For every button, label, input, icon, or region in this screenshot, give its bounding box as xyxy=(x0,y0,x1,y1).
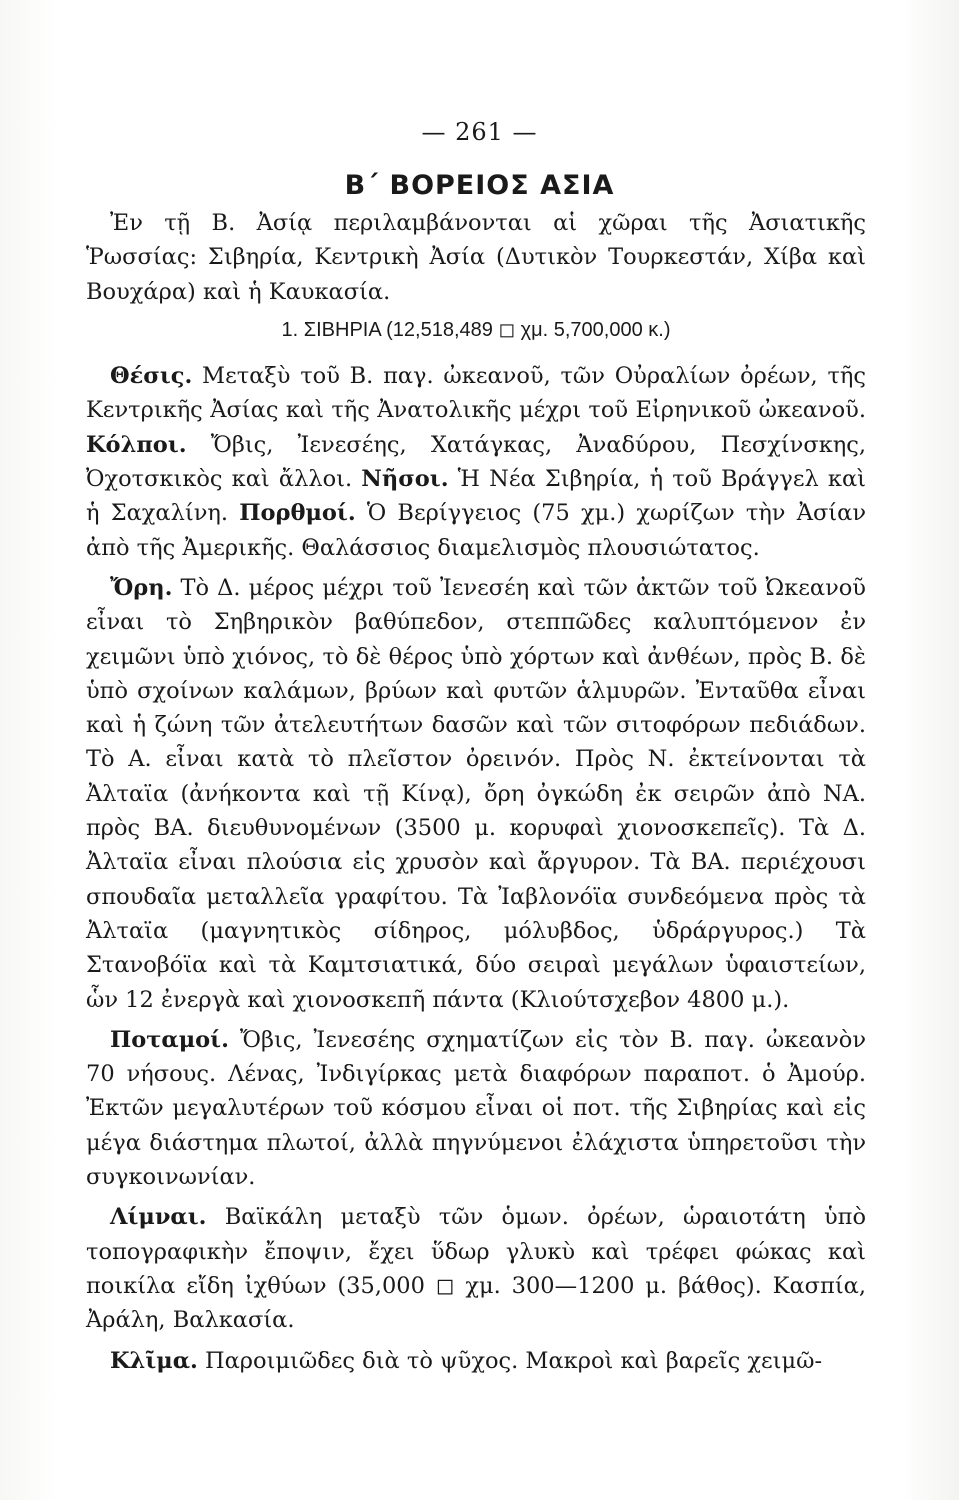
keyword-islands: Νῆσοι. xyxy=(361,466,449,493)
text-gulfs: Ὄβις, Ἰενεσέης, Χατάγκας, Ἀναδύρου, Πεσχίνσκης, Ὀχοτσκικὸς καὶ ἄλλοι. xyxy=(86,431,866,493)
text-rivers: Ὄβις, Ἰενεσέης σχηματίζων εἰς τὸν Β. παγ. ὠκεανὸν 70 νήσους. Λένας, Ἰνδιγίρκας μετὰ διαφόρων παραποτ. ὁ Ἀμούρ. Ἐκτῶν μεγαλυτέρων τοῦ κόσμου εἶναι οἱ ποτ. τῆς Σιβηρίας καὶ εἰς μέγα διάστημα πλωτοί, ἀλλὰ πηγνύμενοι ἐλάχιστα ὑπηρετοῦσι τὴν συγκοινωνίαν. xyxy=(86,1026,866,1191)
keyword-position: Θέσις. xyxy=(110,363,193,390)
paragraph-climate xyxy=(86,1344,866,1378)
text-mountains: Τὸ Δ. μέρος μέχρι τοῦ Ἰενεσέη καὶ τῶν ἀκτῶν τοῦ Ὠκεανοῦ εἶναι τὸ Σηβηρικὸν βαθύπεδον, στεππῶδες καλυπτόμενον ἐν χειμῶνι ὑπὸ χιόνος, τὸ δὲ θέρος ὑπὸ χόρτων καὶ ἀνθέων, πρὸς Β. δὲ ὑπὸ σχοίνων καλάμων, βρύων καὶ φυτῶν ἁλμυρῶν. Ἐνταῦθα εἶναι καὶ ἡ ζώνη τῶν ἀτελευτήτων δασῶν καὶ τῶν σιτοφόρων πεδιάδων. Τὸ Α. εἶναι κατὰ τὸ πλεῖστον ὀρεινόν. Πρὸς Ν. ἐκτείνονται τὰ Ἀλταϊα (ἀνήκοντα καὶ τῇ Κίνᾳ), ὄρη ὀγκώδη ἐκ σειρῶν ἀπὸ ΝΑ. πρὸς ΒΑ. διευθυνομένων (3500 μ. κορυφαὶ χιονοσκεπεῖς). Τὰ Δ. Ἀλταϊα εἶναι πλούσια εἰς χρυσὸν καὶ ἄργυρον. Τὰ ΒΑ. περιέχουσι σπουδαῖα μεταλλεῖα γραφίτου. Τὰ Ἰαβλονόϊα συνδεόμενα πρὸς τὰ Ἀλταϊα (μαγνητικὸς σίδηρος, μόλυβδος, ὑδράργυρος.) Τὰ Στανοβόϊα καὶ τὰ Καμτσιατικά, δύο σειραὶ μεγάλων ὑφαιστείων, ὧν 12 ἐνεργὰ καὶ χιονοσκεπῆ πάντα (Κλιούτσχεβον 4800 μ.). xyxy=(86,574,866,1013)
text-islands: Ἡ Νέα Σιβηρία, ἡ τοῦ Βράγγελ καὶ ἡ Σαχαλίνη. xyxy=(86,466,867,527)
keyword-climate: Κλῖμα. xyxy=(110,1347,198,1374)
keyword-mountains: Ὄρη. xyxy=(110,574,173,601)
keyword-gulfs: Κόλποι. xyxy=(86,431,187,458)
page-number: — 261 — xyxy=(421,118,538,146)
text-position: Μεταξὺ τοῦ Β. παγ. ὠκεανοῦ, τῶν Οὐραλίων ὀρέων, τῆς Κεντρικῆς Ἀσίας καὶ τῆς Ἀνατολικῆς μέχρι τοῦ Εἰρηνικοῦ ὠκεανοῦ. xyxy=(86,363,866,424)
body-text xyxy=(86,206,866,1378)
paragraph-rivers xyxy=(86,1023,866,1194)
keyword-lakes: Λίμναι. xyxy=(110,1204,207,1231)
intro-paragraph: Ἐν τῇ Β. Ἀσίᾳ περιλαμβάνονται αἱ χῶραι τῆς Ἀσιατικῆς Ῥωσσίας: Σιβηρία, Κεντρικὴ Ἀσία (Δυτικὸν Τουρκεστάν, Χίβα καὶ Βουχάρα) καὶ ἡ Καυκασία. xyxy=(86,210,866,305)
paragraph-lakes xyxy=(86,1200,866,1337)
subsection-heading: 1. ΣΙΒΗΡΙΑ (12,518,489 ◻ χμ. 5,700,000 κ.) xyxy=(281,318,671,341)
text-straits: Ὁ Βερίγγειος (75 χμ.) χωρίζων τὴν Ἀσίαν ἀπὸ τῆς Ἀμερικῆς. Θαλάσσιος διαμελισμὸς πλουσιώτατος. xyxy=(86,500,867,561)
keyword-rivers: Ποταμοί. xyxy=(110,1026,229,1053)
section-title: Β΄ ΒΟΡΕΙΟΣ ΑΣΙΑ xyxy=(344,170,615,201)
keyword-straits: Πορθμοί. xyxy=(239,500,356,527)
paragraph-mountains xyxy=(86,571,866,1017)
text-climate: Παροιμιῶδες διὰ τὸ ψῦχος. Μακροὶ καὶ βαρεῖς χειμῶ- xyxy=(197,1347,823,1374)
text-lakes: Βαϊκάλη μεταξὺ τῶν ὁμων. ὀρέων, ὡραιοτάτη ὑπὸ τοπογραφικὴν ἔποψιν, ἔχει ὕδωρ γλυκὺ καὶ τρέφει φώκας καὶ ποικίλα εἴδη ἰχθύων (35,000 ◻ χμ. 300—1200 μ. βάθος). Κασπία, Ἀράλη, Βαλκασία. xyxy=(86,1204,866,1334)
paragraph-position xyxy=(86,359,866,565)
